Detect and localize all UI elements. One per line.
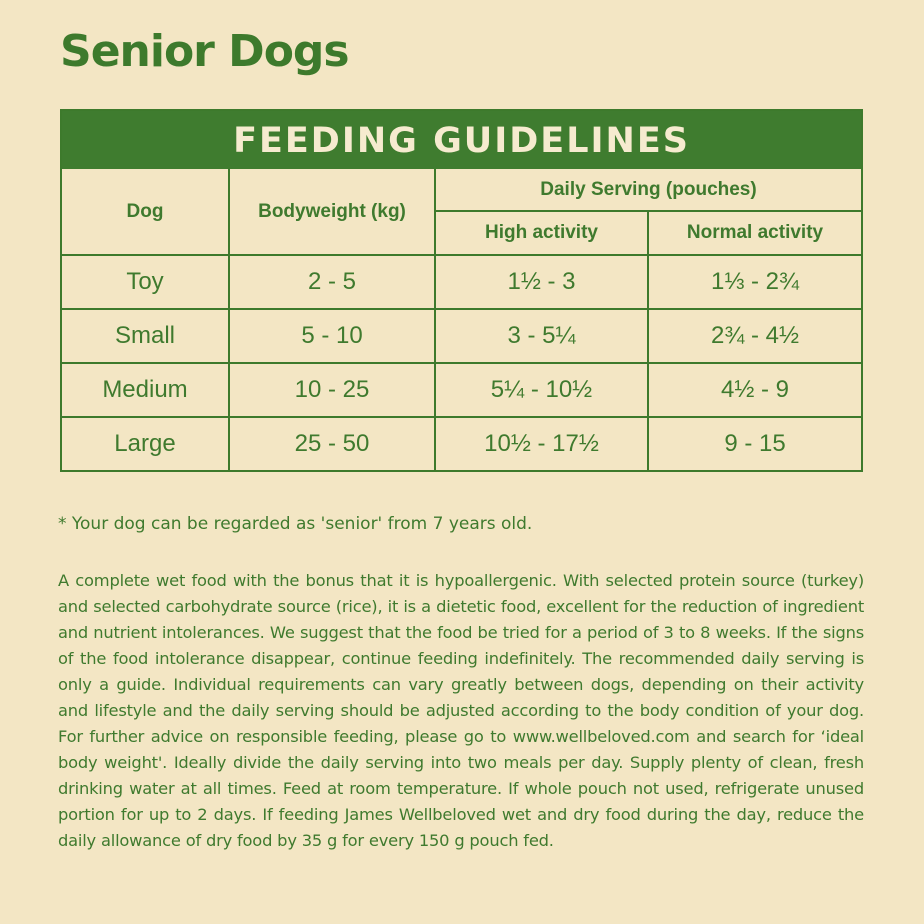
- cell-high-activity: 1½ - 3: [435, 255, 648, 309]
- column-header-daily-serving: Daily Serving (pouches): [435, 169, 861, 211]
- column-header-high-activity: High activity: [435, 211, 648, 255]
- cell-dog: Large: [62, 417, 229, 470]
- table-row: [62, 363, 861, 417]
- page-title: Senior Dogs: [60, 26, 349, 77]
- column-header-dog: Dog: [62, 169, 229, 255]
- product-description: A complete wet food with the bonus that it is hypoallergenic. With selected protein source (turkey) and selected carbohydrate source (rice), it is a dietetic food, excellent for the reduction of ingredient and nutrient intolerances. We suggest that the food be tried for a period of 3 to 8 weeks. If the signs of the food intolerance disappear, continue feeding indefinitely. The recommended daily serving is only a guide. Individual requirements can vary greatly between dogs, depending on their activity and lifestyle and the daily serving should be adjusted according to the body condition of your dog. For further advice on responsible feeding, please go to www.wellbeloved.com and search for ‘ideal body weight'. Ideally divide the daily serving into two meals per day. Supply plenty of clean, fresh drinking water at all times. Feed at room temperature. If whole pouch not used, refrigerate unused portion for up to 2 days. If feeding James Wellbeloved wet and dry food during the day, reduce the daily allowance of dry food by 35 g for every 150 g pouch fed.: [58, 571, 864, 850]
- cell-bodyweight: 2 - 5: [229, 255, 435, 309]
- cell-high-activity: 10½ - 17½: [435, 417, 648, 470]
- cell-dog: Small: [62, 309, 229, 363]
- cell-dog: Toy: [62, 255, 229, 309]
- cell-dog: Medium: [62, 363, 229, 417]
- table-row: [62, 309, 861, 363]
- feeding-guidelines-table: [60, 109, 863, 472]
- cell-normal-activity: 4½ - 9: [648, 363, 861, 417]
- cell-bodyweight: 5 - 10: [229, 309, 435, 363]
- cell-normal-activity: 2¾ - 4½: [648, 309, 861, 363]
- cell-high-activity: 5¼ - 10½: [435, 363, 648, 417]
- cell-high-activity: 3 - 5¼: [435, 309, 648, 363]
- column-header-normal-activity: Normal activity: [648, 211, 861, 255]
- column-header-bodyweight: Bodyweight (kg): [229, 169, 435, 255]
- table-row: [62, 417, 861, 470]
- cell-normal-activity: 9 - 15: [648, 417, 861, 470]
- feeding-guidelines-heading: FEEDING GUIDELINES: [62, 111, 861, 169]
- table-row: [62, 255, 861, 309]
- cell-bodyweight: 25 - 50: [229, 417, 435, 470]
- senior-note: * Your dog can be regarded as 'senior' from 7 years old.: [58, 514, 533, 534]
- feeding-table: [62, 169, 861, 470]
- cell-normal-activity: 1⅓ - 2¾: [648, 255, 861, 309]
- cell-bodyweight: 10 - 25: [229, 363, 435, 417]
